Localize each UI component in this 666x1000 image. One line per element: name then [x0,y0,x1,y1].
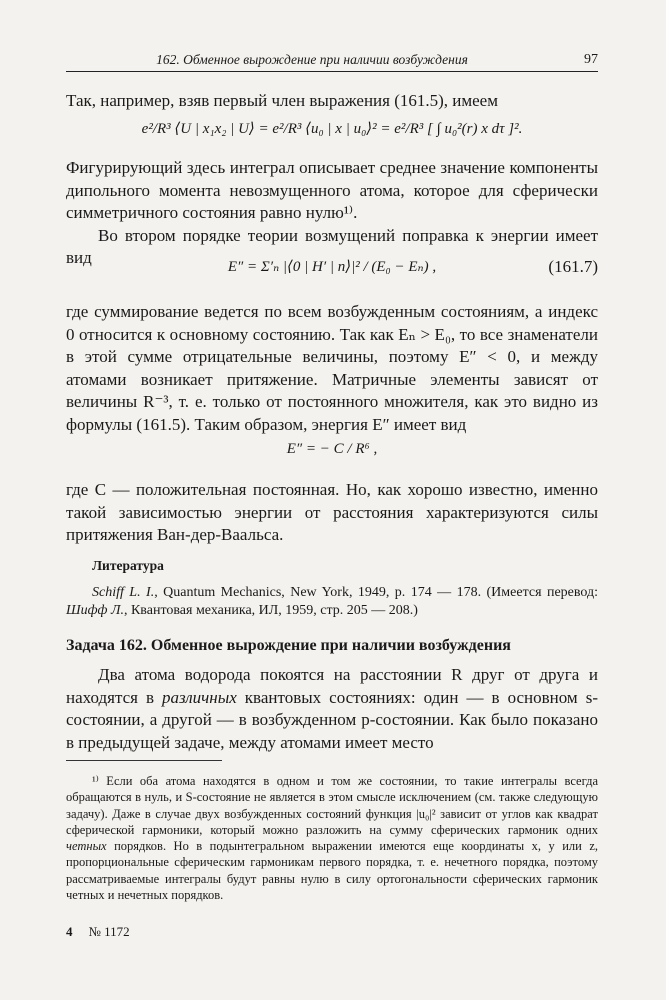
footnote-text-em: четных [66,839,107,854]
paragraph-2-block [66,157,598,270]
paragraph-1: Так, например, взяв первый член выражения (161.5), имеем [66,91,498,110]
running-header [66,52,598,72]
footnote [66,773,598,903]
footnote-divider [66,760,222,761]
paragraph-5-block [66,479,598,547]
literature-reference [66,584,598,620]
problem-text-a: Два атома водорода покоятся на расстоянии R друг от друга и находятся в [66,665,598,707]
paragraph-4-block [66,301,598,436]
equation-2-number: (161.7) [548,257,598,276]
paragraph-3: Во втором порядке теории возмущений поправка к энергии имеет вид [66,225,598,267]
running-title: 162. Обменное вырождение при наличии возбуждения [156,52,468,67]
literature-title: Литература [92,558,164,573]
paragraph-5: где C — положительная постоянная. Но, как хорошо известно, именно такой зависимостью энергии от расстояния характеризуются силы притяжения Ван-дер-Ваальса. [66,480,598,544]
signature-number: 4 [66,924,73,939]
paragraph-4: где суммирование ведется по всем возбужденным состояниям, а индекс 0 относится к основному состоянию. Так как Eₙ > E₀, то все знаменатели в этой сумме отрицательные величины, поэтому E″ < 0, и между атомами возникает притяжение. Матричные элементы зависят от величины R⁻³, т. е. только от постоянного множителя, как это видно из формулы (161.5). Таким образом, энергия E″ имеет вид [66,302,598,434]
footnote-text-a: ¹⁾ Если оба атома находятся в одном и том же состоянии, то такие интегралы всегда обращаются в нуль, и S-состояние не является в этом смысле исключением (см. также следующую задачу). Даже в случае двух возбужденных состояний функция |u₀|² зависит от углов как квадрат сферической гармоники, который можно разложить на сумму сферических гармоник одних [66,774,598,837]
paragraph-intro [66,90,598,113]
sheet-number: № 1172 [88,924,130,939]
equation-3: E″ = − C / R⁶ , [286,441,378,457]
problem-text-em: различных [162,687,237,707]
ref-text-2: , Квантовая механика, ИЛ, 1959, стр. 205 — 208.) [123,603,418,618]
ref-author-2: Шифф Л. [66,603,124,618]
footnote-text-b: порядков. Но в подынтегральном выражении имеются еще координаты x, y или z, пропорциональные сферическим гармоникам первого порядка, т. е. нечетного порядка, поэтому рассматриваемые интегралы будут равны нулю в силу ортогональности сферических гармоник четных и нечетных порядков. [66,839,598,903]
problem-paragraph [66,664,598,754]
equation-2: E″ = Σ′ₙ |⟨0 | H′ | n⟩|² / (E₀ − Eₙ) , [227,259,437,275]
problem-title: Задача 162. Обменное вырождение при наличии возбуждения [66,637,511,654]
problem-text-b: квантовых состояниях: один — в основном s-состоянии, а другой — в возбужденном p-состоянии. Как было показано в предыдущей задаче, между атомами имеет место [66,687,598,752]
paragraph-2: Фигурирующий здесь интеграл описывает среднее значение компоненты дипольного момента невозмущенного атома, которое для сферически симметричного состояния равно нулю¹⁾. [66,158,598,222]
ref-author-1: Schiff L. I. [92,585,155,600]
equation-2-block [66,256,598,278]
equation-1: e²/R³ ⟨U | x₁x₂ | U⟩ = e²/R³ ⟨u₀ | x | u₀⟩² = e²/R³ [ ∫ u₀²(r) x dτ ]². [141,121,523,137]
ref-text-1: , Quantum Mechanics, New York, 1949, p. 174 — 178. (Имеется перевод: [154,585,599,600]
page-number: 97 [584,52,598,67]
print-signature [66,924,130,940]
